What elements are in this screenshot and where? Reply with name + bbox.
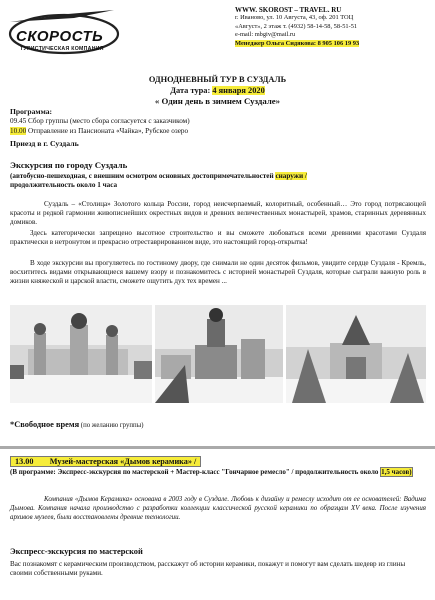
church-photo <box>286 305 426 403</box>
museum-program <box>10 468 426 477</box>
free-time-note: (по желанию группы) <box>79 422 144 429</box>
tour-date <box>0 85 435 96</box>
express-heading: Экспресс-экскурсия по мастерской <box>10 547 143 556</box>
museum-heading <box>10 456 426 468</box>
logo-text: СКОРОСТЬ <box>16 28 104 45</box>
company-logo <box>8 8 126 56</box>
excursion-paragraph-2: Здесь категорически запрещено высотное строительство и вы сможете любоваться всеми древними красотами Суздаля практически в нетронутом и прекрасно отреставрированном виде, это настоящий город-открытка! <box>10 229 426 247</box>
tour-subtitle: « Один день в зимнем Суздале» <box>154 96 281 106</box>
program-label: Программа: <box>10 107 53 116</box>
museum-time: 13.00 <box>15 457 34 466</box>
program-item-2 <box>10 127 188 135</box>
express-text: Вас познакомят с керамическим производством, расскажут об истории керамики, покажут и помогут вам сделать шедевр из глины своими собственными руками. <box>10 560 406 578</box>
museum-duration: 1,5 часов) <box>381 468 412 476</box>
section-divider <box>0 446 435 449</box>
excursion-subtitle-b: продолжительность около 1 часа <box>10 181 118 189</box>
manager-contact: Менеджер Ольга Сидякова: 8 905 106 19 93 <box>235 39 360 47</box>
website-link[interactable]: WWW. SKOROST – TRAVEL. RU <box>235 6 342 14</box>
tour-title-block <box>0 74 435 107</box>
photo-strip <box>10 305 426 403</box>
arrival-line: Приезд в г. Суздаль <box>10 139 79 148</box>
free-time <box>10 420 144 429</box>
monastery-photo <box>10 305 152 403</box>
excursion-subtitle-a: (автобусно-пешеходная, с внешним осмотром основных достопримечательностей <box>10 172 276 180</box>
contacts-block <box>235 6 431 48</box>
excursion-paragraph-3: В ходе экскурсии вы прогуляетесь по гостиному двору, где снимали не один десяток фильмов, увидите сердце Суздаля - Кремль, восхититесь видами открывающиеся вашему взору и познакомитесь с историей монастырей Суздаля, которые сыграли важную роль в жизни княжеской и царской власти, сможете ощутить дух тех времен ... <box>10 259 426 286</box>
excursion-heading: Экскурсия по городу Суздаль <box>10 160 128 170</box>
logo-subtitle: ТУРИСТИЧЕСКАЯ КОМПАНИЯ <box>20 46 104 52</box>
kremlin-photo <box>155 305 283 403</box>
museum-heading-box <box>10 456 201 467</box>
program-item-2-text: Отправление из Пансионата «Чайка», Рубское озеро <box>26 127 189 135</box>
address-line-1: г. Иваново, ул. 10 Августа, 43, оф. 201 ТОЦ <box>235 14 354 22</box>
address-line-2: «Август», 2 этаж т. (4932) 58-14-58, 58-51-51 <box>235 22 358 30</box>
excursion-paragraph-1: Суздаль – «Столица» Золотого кольца России, город неисчерпаемый, колоритный, особенный… Это город потрясающей красоты и редкой гармонии живописнейших окрестных видов и древних величественных монастырей, храмов, старинных деревянных домиков. <box>10 200 426 227</box>
free-time-label: *Свободное время <box>10 420 80 429</box>
tour-title: ОДНОДНЕВНЫЙ ТУР В СУЗДАЛЬ <box>148 75 287 84</box>
museum-title: Музей-мастерская «Дымов керамика» / <box>49 457 197 466</box>
tour-date-label: Дата тура: <box>170 86 213 95</box>
excursion-subtitle-highlight: снаружи / <box>275 172 307 180</box>
excursion-subtitle <box>10 172 428 190</box>
museum-description: Компания «Дымов Керамика» основана в 2003 году в Суздале. Любовь к дизайну и ремеслу исходит от ее основателей: Вадима Дымова. Компания начала производство с разработки коллекции классической русской керамики по образцам XV века. После изучения архивов музеев, были восстановлены древние технологии. <box>10 496 426 521</box>
program-item-2-time: 10.00 <box>10 127 27 135</box>
program-item-1: 09.45 Сбор группы (место сбора согласуется с заказчиком) <box>10 117 190 125</box>
email-link[interactable]: e-mail: mbgiv@mail.ru <box>235 31 296 39</box>
museum-program-text: (В программе: Экспресс-экскурсия по мастерской + Мастер-класс "Гончарное ремесло" / продолжительность около <box>10 468 381 476</box>
tour-date-value: 4 января 2020 <box>212 86 265 95</box>
